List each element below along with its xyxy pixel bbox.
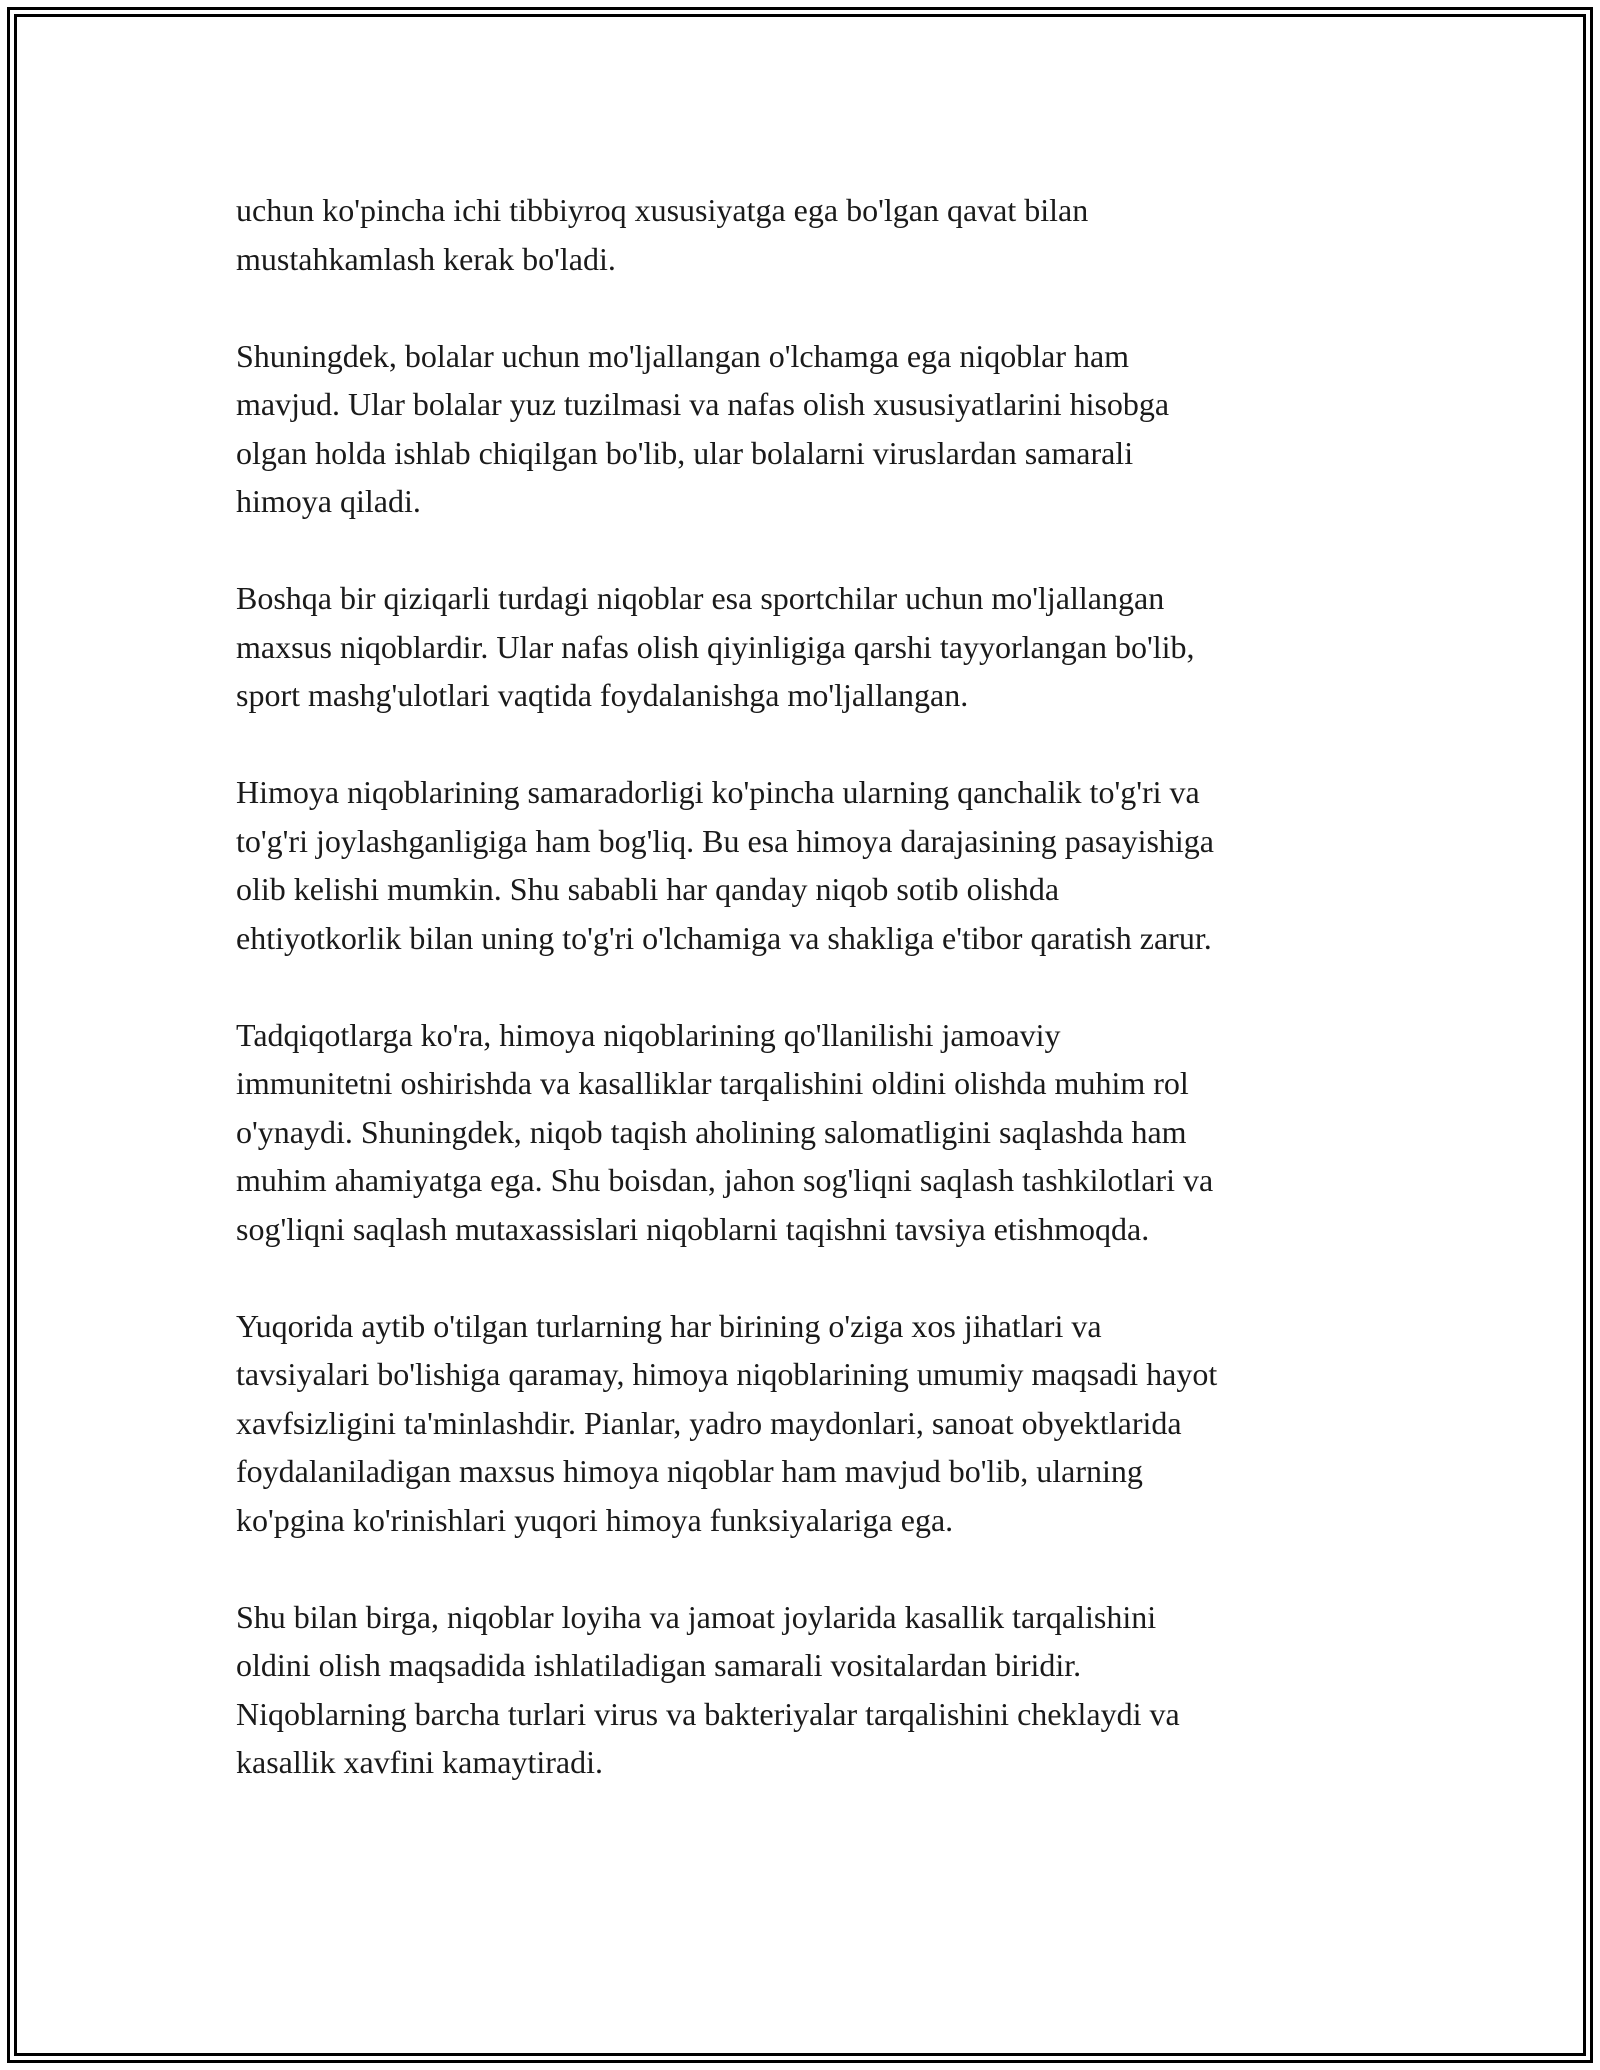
paragraph — [236, 332, 1386, 526]
text-line: Yuqorida aytib o'tilgan turlarning har birining o'ziga xos jihatlari va — [236, 1307, 1102, 1344]
paragraph — [236, 1011, 1386, 1254]
text-line: uchun ko'pincha ichi tibbiyroq xususiyatga ega bo'lgan qavat bilan — [236, 192, 1089, 228]
text-line: sog'liqni saqlash mutaxassislari niqoblarni taqishni tavsiya etishmoqda. — [236, 1210, 1150, 1247]
text-line: Niqoblarning barcha turlari virus va bakteriyalar tarqalishini cheklaydi va — [236, 1695, 1180, 1732]
paragraph — [236, 186, 1386, 283]
text-line: Shu bilan birga, niqoblar loyiha va jamoat joylarida kasallik tarqalishini — [236, 1598, 1157, 1635]
text-line: muhim ahamiyatga ega. Shu boisdan, jahon sog'liqni saqlash tashkilotlari va — [236, 1162, 1214, 1198]
paragraph — [236, 1593, 1386, 1787]
text-line: xavfsizligini ta'minlashdir. Pianlar, yadro maydonlari, sanoat obyektlarida — [236, 1404, 1182, 1441]
document-body — [236, 186, 1386, 1835]
text-line: ko'pgina ko'rinishlari yuqori himoya funksiyalariga ega. — [236, 1501, 954, 1538]
text-line: to'g'ri joylashganligiga ham bog'liq. Bu esa himoya darajasining pasayishiga — [236, 822, 1214, 859]
text-line: sport mashg'ulotlari vaqtida foydalanishga mo'ljallangan. — [236, 677, 969, 713]
text-line: olgan holda ishlab chiqilgan bo'lib, ular bolalarni viruslardan samarali — [236, 434, 1134, 471]
text-line: Tadqiqotlarga ko'ra, himoya niqoblarining qo'llanilishi jamoaviy — [236, 1016, 1061, 1053]
text-line: oldini olish maqsadida ishlatiladigan samarali vositalardan biridir. — [236, 1647, 1082, 1683]
text-line: Himoya niqoblarining samaradorligi ko'pincha ularning qanchalik to'g'ri va — [236, 774, 1200, 810]
paragraph — [236, 768, 1386, 962]
text-line: olib kelishi mumkin. Shu sababli har qanday niqob sotib olishda — [236, 871, 1060, 907]
paragraph — [236, 574, 1386, 720]
text-line: ehtiyotkorlik bilan uning to'g'ri o'lchamiga va shakliga e'tibor qaratish zarur. — [236, 919, 1212, 956]
text-line: foydalaniladigan maxsus himoya niqoblar ham mavjud bo'lib, ularning — [236, 1453, 1143, 1489]
text-line: Shuningdek, bolalar uchun mo'ljallangan o'lchamga ega niqoblar ham — [236, 337, 1130, 374]
text-line: himoya qiladi. — [236, 483, 421, 519]
text-line: tavsiyalari bo'lishiga qaramay, himoya niqoblarining umumiy maqsadi hayot — [236, 1356, 1218, 1392]
text-line: mavjud. Ular bolalar yuz tuzilmasi va nafas olish xususiyatlarini hisobga — [236, 386, 1170, 422]
text-line: mustahkamlash kerak bo'ladi. — [236, 240, 616, 277]
text-line: Boshqa bir qiziqarli turdagi niqoblar esa sportchilar uchun mo'ljallangan — [236, 580, 1165, 616]
text-line: maxsus niqoblardir. Ular nafas olish qiyinligiga qarshi tayyorlangan bo'lib, — [236, 628, 1195, 665]
text-line: kasallik xavfini kamaytiradi. — [236, 1744, 603, 1780]
paragraph — [236, 1302, 1386, 1545]
text-line: o'ynaydi. Shuningdek, niqob taqish aholining salomatligini saqlashda ham — [236, 1113, 1187, 1150]
text-line: immunitetni oshirishda va kasalliklar tarqalishini oldini olishda muhim rol — [236, 1065, 1189, 1101]
